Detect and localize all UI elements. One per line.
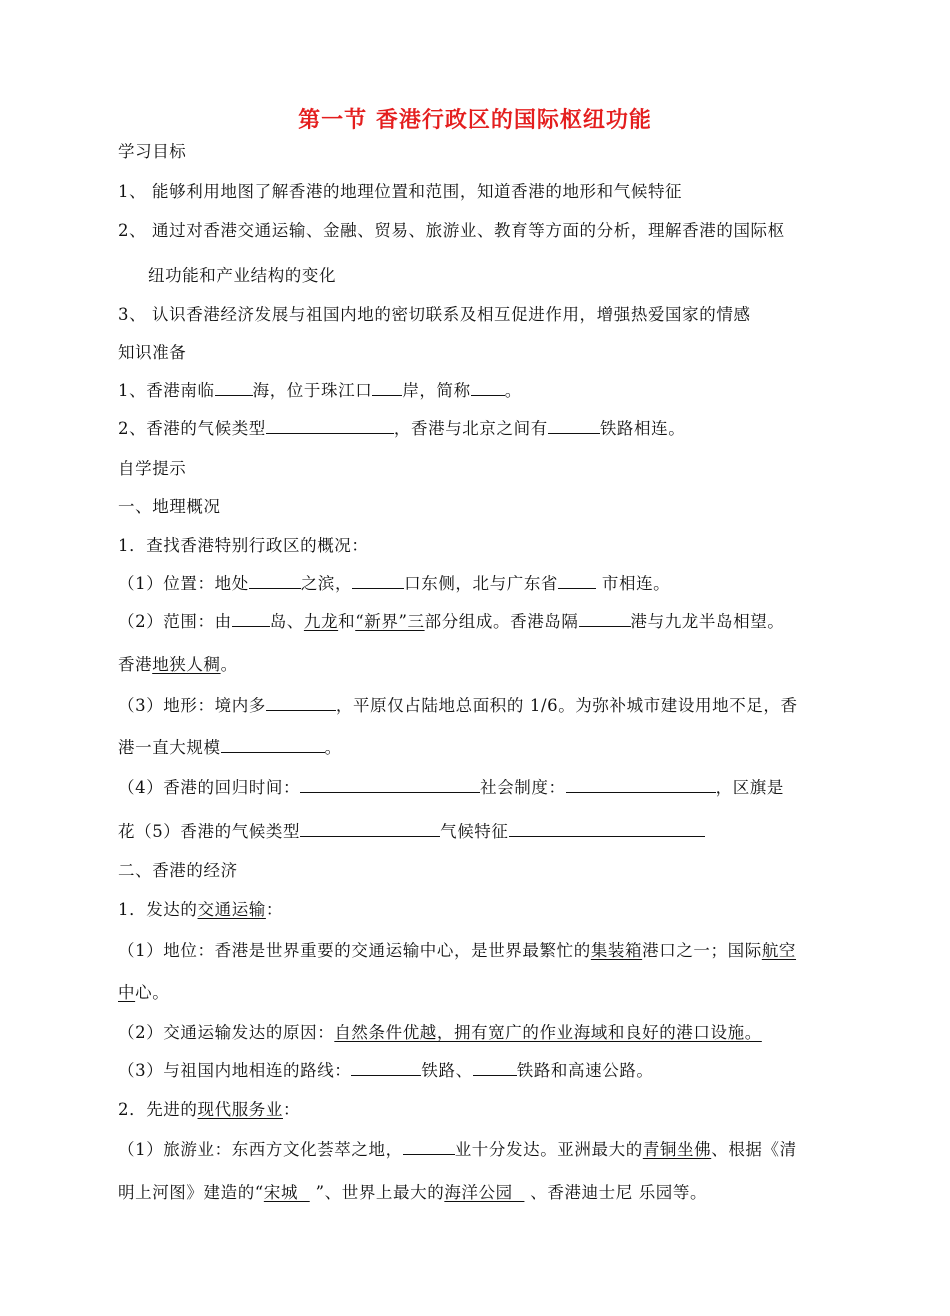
prep-item-1	[118, 377, 522, 401]
blank	[300, 822, 440, 837]
geo-q1-2-cont	[118, 651, 238, 675]
blank	[372, 381, 402, 396]
text: （2）交通运输发达的原因：	[118, 1023, 335, 1042]
text: 气候特征	[440, 822, 509, 841]
blank	[548, 419, 600, 434]
goal-1: 1、 能够利用地图了解香港的地理位置和范围，知道香港的地形和气候特征	[118, 182, 683, 201]
blank	[266, 419, 394, 434]
text: ，平原仅占陆地总面积的 1/6。为弥补城市建设用地不足，香	[335, 696, 798, 715]
text: 铁路、	[421, 1061, 473, 1080]
text: 社会制度：	[480, 778, 566, 797]
text: 。	[504, 381, 522, 400]
text: 岛、	[269, 612, 304, 631]
underlined-text: 地狭人稠	[152, 655, 221, 674]
text: （2）范围：由	[118, 612, 232, 631]
blank	[221, 738, 325, 753]
text: ，区旗是	[715, 778, 785, 797]
text: 口东侧，北与广东省	[404, 574, 559, 593]
text: 之滨，	[300, 574, 353, 593]
text: 2、香港的气候类型	[118, 419, 266, 438]
text: 、根据《清	[711, 1140, 797, 1159]
underlined-text: 九龙	[303, 612, 339, 631]
underlined-text: 宋城	[263, 1183, 310, 1202]
text: 。	[324, 738, 342, 757]
econ-q2	[118, 1096, 300, 1120]
prep-heading: 知识准备	[118, 343, 187, 362]
blank	[266, 696, 336, 711]
econ-q2-1-cont	[118, 1179, 707, 1203]
geo-q1: 1．查找香港特别行政区的概况：	[118, 536, 369, 555]
text: 港与九龙半岛相望。	[630, 612, 785, 631]
text: （1）旅游业：东西方文化荟萃之地，	[118, 1140, 403, 1159]
blank	[566, 778, 716, 793]
text: 明上河图》建造的“	[118, 1183, 264, 1202]
econ-q1-2	[118, 1019, 762, 1043]
text: 和	[338, 612, 356, 631]
underlined-text: “新界”三	[355, 612, 425, 631]
text: 岸，简称	[402, 381, 471, 400]
blank	[558, 574, 596, 589]
blank	[249, 574, 301, 589]
blank	[232, 612, 270, 627]
blank	[215, 381, 253, 396]
blank	[473, 1061, 517, 1076]
text: 市相连。	[596, 574, 671, 593]
geo-q1-3	[118, 692, 798, 716]
text: （3）与祖国内地相连的路线：	[118, 1061, 352, 1080]
underlined-text: 集装箱	[590, 941, 643, 960]
underlined-text: 交通运输	[197, 900, 266, 919]
text: 部分组成。香港岛隔	[424, 612, 579, 631]
underlined-text: 自然条件优越，拥有宽广的作业海域和良好的港口设施。	[334, 1023, 762, 1042]
text: 2．先进的	[118, 1100, 198, 1119]
text: （1）地位：香港是世界重要的交通运输中心，是世界最繁忙的	[118, 941, 591, 960]
underlined-text: 海洋公园	[444, 1183, 525, 1202]
text: 业十分发达。亚洲最大的	[454, 1140, 643, 1159]
geo-q1-1	[118, 570, 670, 594]
prep-item-2	[118, 415, 685, 439]
blank	[579, 612, 631, 627]
underlined-text: 航空	[761, 941, 797, 960]
geo-q1-3-cont	[118, 734, 342, 758]
econ-q1-1-cont	[118, 979, 169, 1003]
blank	[403, 1140, 455, 1155]
underlined-text: 中	[118, 983, 136, 1002]
text: 心。	[135, 983, 170, 1002]
text: ：	[283, 1100, 301, 1119]
text: （4）香港的回归时间：	[118, 778, 301, 797]
geo-heading: 一、地理概况	[118, 497, 221, 516]
page-title: 第一节 香港行政区的国际枢纽功能	[298, 108, 652, 133]
blank	[471, 381, 505, 396]
geo-q1-2	[118, 608, 784, 632]
text: 。	[220, 655, 238, 674]
goal-2b: 纽功能和产业结构的变化	[148, 266, 337, 285]
goals-heading: 学习目标	[118, 142, 187, 161]
geo-q1-4	[118, 774, 784, 798]
text: 铁路相连。	[599, 419, 686, 438]
goal-2a: 2、 通过对香港交通运输、金融、贸易、旅游业、教育等方面的分析，理解香港的国际枢	[118, 221, 785, 240]
text: ，香港与北京之间有	[393, 419, 548, 438]
blank	[351, 1061, 421, 1076]
underlined-text: 青铜坐佛	[642, 1140, 712, 1159]
text: 铁路和高速公路。	[516, 1061, 654, 1080]
text: （1）位置：地处	[118, 574, 249, 593]
text: 海，位于珠江口	[252, 381, 373, 400]
blank	[509, 822, 705, 837]
geo-q1-5	[118, 818, 705, 842]
text: 、香港迪士尼 乐园等。	[524, 1183, 708, 1202]
econ-q1	[118, 896, 283, 920]
self-study-heading: 自学提示	[118, 459, 187, 478]
text: 1、香港南临	[118, 381, 215, 400]
text: （3）地形：境内多	[118, 696, 266, 715]
underlined-text: 现代服务业	[197, 1100, 283, 1119]
econ-q2-1	[118, 1136, 797, 1160]
text: 港口之一；国际	[642, 941, 762, 960]
text: ”、世界上最大的	[309, 1183, 445, 1202]
blank	[352, 574, 404, 589]
text: 香港	[118, 655, 153, 674]
econ-heading: 二、香港的经济	[118, 861, 238, 880]
blank	[300, 778, 480, 793]
text: 港一直大规模	[118, 738, 221, 757]
text: 1．发达的	[118, 900, 198, 919]
econ-q1-1	[118, 937, 796, 961]
text: 花（5）香港的气候类型	[118, 822, 301, 841]
text: ：	[265, 900, 284, 919]
goal-3: 3、 认识香港经济发展与祖国内地的密切联系及相互促进作用，增强热爱国家的情感	[118, 305, 751, 324]
econ-q1-3	[118, 1057, 654, 1081]
